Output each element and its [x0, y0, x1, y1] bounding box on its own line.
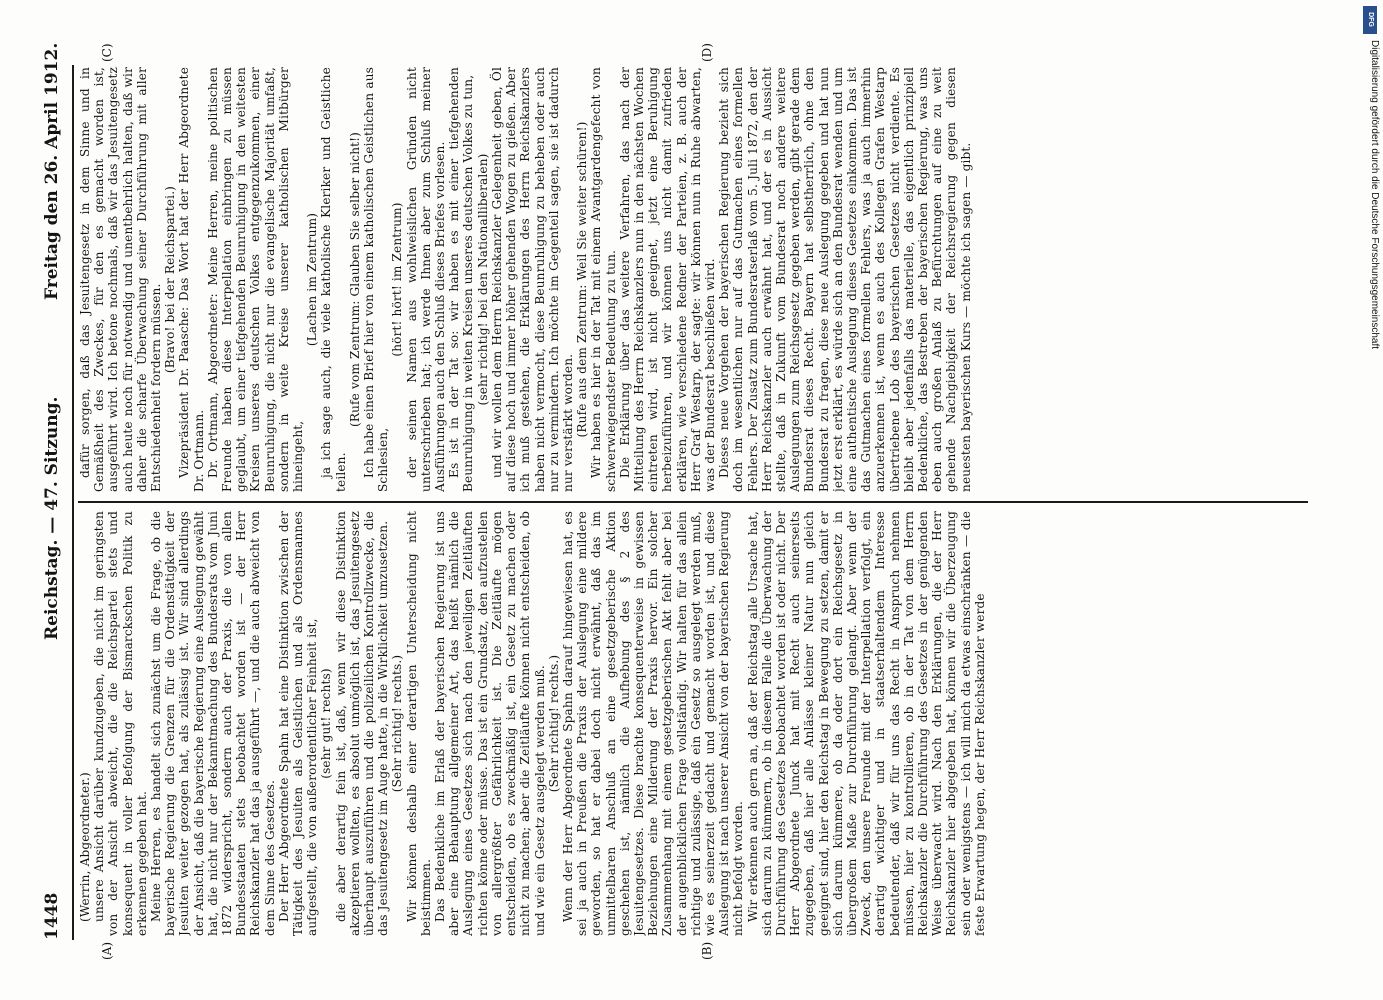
page-header — [38, 42, 68, 940]
interjection: (Rufe aus dem Zentrum: Weil Sie weiter schüren!) — [575, 121, 590, 438]
digitization-credit: Digitalisierung gefördert durch die Deutsche Forschungsgemeinschaft — [1369, 40, 1380, 350]
column-divider — [78, 501, 1308, 503]
paragraph: Wenn der Herr Abgeordnete Spahn darauf hingewiesen hat, es sei ja auch in Preußen die Praxis der Auslegung eine mildere geworden, so hat er dabei doch nicht erwähnt, daß das im unmittelbaren Anschluß an eine gesetzgeberische Aktion geschehen ist, nämlich die Aufhebung des § 2 des Jesuitengesetzes. Diese brachte konsequenterweise in gewissen Beziehungen eine Milderung der Praxis hervor. Ein solcher Zusammenhang mit einem gesetzgeberischen Akt fehlt aber bei der augenblicklichen Frage vollständig. Wir halten für das allein richtige und zulässige, daß ein Gesetz so ausgelegt werden muß, wie es seinerzeit gedacht und gemacht worden ist, und diese Auslegung ist nach unserer Ansicht von der bayerischen Regierung nicht befolgt worden. — [560, 511, 746, 936]
paragraph: und wir wollen dem Herrn Reichskanzler Gelegenheit geben, Öl auf diese hoch und immer höher gehenden Wogen zu gießen. Aber ich muß gestehen, die Erklärungen des Herrn Reichskanzlers haben nicht vermocht, diese Beunruhigung zu beheben oder auch nur zu vermindern. Ich möchte im Gegenteil sagen, sie ist dadurch nur verstärkt worden. — [489, 67, 575, 492]
header-rule — [72, 65, 74, 940]
right-column — [78, 67, 1308, 492]
speaker-line: (Werrin, Abgeordneter.) — [78, 772, 92, 922]
interjection: (hört! hört! im Zentrum) — [390, 202, 405, 357]
paragraph: Das Bedenkliche im Erlaß der bayerischen Regierung ist uns aber eine Behauptung allgemeiner Art, das heißt nämlich die Auslegung eines Gesetzes sich nach den jeweiligen Zeitläuften richten könne oder müsse. Das ist ein Grundsatz, den aufzustellen von allergrößter Gefährlichkeit ist. Die Zeitläufte mögen entscheiden, ob es zweckmäßig ist, ein Gesetz zu machen oder nicht zu machen; aber die Zeitläufte können nicht entscheiden, ob und wie ein Gesetz ausgelegt werden muß. — [433, 511, 547, 936]
interjection: (Sehr richtig! rechts.) — [546, 654, 561, 793]
page-number: 1448 — [42, 892, 62, 940]
paragraph: dafür sorgen, daß das Jesuitengesetz in dem Sinne und in Gemäßheit des Zweckes, für den es gemacht worden ist, ausgeführt wird. Ich betone nochmals, daß wir das Jesuitengesetz auch heute noch für notwendig und unentbehrlich halten, daß wir daher die scharfe Überwachung seiner Durchführung mit aller Entschiedenheit fordern müssen. — [78, 67, 164, 492]
paragraph: unsere Ansicht darüber kundzugeben, die nicht im geringsten von der Ansicht abweicht, die die Reichspartei stets und konsequent in voller Befolgung der Bismarckschen Politik zu erkennen gegeben hat. — [92, 511, 149, 936]
paragraph: Ich habe einen Brief hier von einem katholischen Geistlichen aus Schlesien, — [362, 67, 391, 492]
paragraph: Wir haben es hier in der Tat mit einem Avantgardengefecht von schwerwiegendster Bedeutung zu tun. — [589, 67, 618, 492]
margin-marker-b: (B) — [700, 941, 714, 960]
session-date: Freitag den 26. April 1912. — [42, 42, 62, 300]
session-title: Reichstag. — 47. Sitzung. — [42, 396, 62, 640]
paragraph: Dr. Ortmann, Abgeordneter: Meine Herren, meine politischen Freunde haben diese Interpellation einbringen zu müssen geglaubt, um einer tiefgehenden Beunruhigung in den weitesten Kreisen unseres deutschen Volkes entgegenzukommen, einer Beunruhigung, die nicht nur die evangelische Majorität umfaßt, sondern in weite Kreise unserer katholischen Mitbürger hineingeht, — [205, 67, 306, 492]
paragraph: ja ich sage auch, die viele katholische Kleriker und Geistliche teilen. — [319, 67, 348, 492]
margin-marker-d: (D) — [700, 43, 714, 62]
dfg-logo: DFG — [1363, 6, 1377, 34]
paragraph: Wir erkennen auch gern an, daß der Reichstag alle Ursache hat, sich darum zu kümmern, ob in diesem Falle die Überwachung der Durchführung des Gesetzes beobachtet worden ist oder nicht. Der Herr Abgeordnete Junck hat mit Recht auch seinerseits zugegeben, daß hier alle Anlässe kleiner Natur nun gleich geeignet sind, hier den Reichstag in Bewegung zu setzen, damit er sich darum kümmere, ob da oder dort ein Reichsgesetz in übergroßem Maße zur Durchführung gelangt. Aber wenn der Zweck, den unsere Freunde mit der Interpellation verfolgt, ein derartig wichtiger und in staatserhaltendem Interesse bedeutender, daß wir für uns das Recht in Anspruch nehmen müssen, hier zu kontrollieren, ob in der Tat von dem Herrn Reichskanzler die Durchführung des Gesetzes in der genügenden Weise überwacht wird. Nach den Erklärungen, die der Herr Reichskanzler hier abgegeben hat, können wir die Überzeugung sein oder wenigstens — ich will mich da etwas einschränken — die feste Erwartung hegen, der Herr Reichskanzler werde — [745, 511, 987, 936]
left-column — [78, 511, 1308, 936]
paragraph: Meine Herren, es handelt sich zunächst um die Frage, ob die bayerische Regierung die Grenzen für die Ordenstätigkeit der Jesuiten weiter gezogen hat, als zulässig ist. Wir sind allerdings der Ansicht, daß die bayerische Regierung eine Auslegung gewählt hat, die nicht nur der Bekanntmachung des Bundesrats vom Juni 1872 widerspricht, sondern auch der Praxis, die von allen Bundesstaaten stets beobachtet worden ist — der Herr Reichskanzler hat das ja ausgeführt —, und die auch abweicht von dem Sinne des Gesetzes. — [149, 511, 277, 936]
paragraph: Vizepräsident Dr. Paasche: Das Wort hat der Herr Abgeordnete Dr. Ortmann. — [177, 67, 206, 492]
paragraph: Wir können deshalb einer derartigen Unterscheidung nicht beistimmen. — [404, 511, 433, 936]
paragraph: Der Herr Abgeordnete Spahn hat eine Distinktion zwischen der Tätigkeit des Jesuiten als Geistlichen und als Ordensmannes aufgestellt, die von außerordentlicher Feinheit ist, — [276, 511, 320, 936]
paragraph: der seinen Namen aus wohlweislichen Gründen nicht unterschrieben hat; ich werde Ihnen aber zum Schluß meiner Ausführungen auch den Schluß dieses Briefes vorlesen. — [404, 67, 448, 492]
margin-marker-c: (C) — [100, 43, 114, 62]
margin-marker-a: (A) — [100, 941, 114, 960]
interjection: (sehr gut! rechts) — [319, 668, 334, 779]
interjection: (Sehr richtig! rechts.) — [390, 654, 405, 793]
paragraph: Es ist in der Tat so: wir haben es mit einer tiefgehenden Beunruhigung in weiten Kreisen unseres deutschen Volkes zu tun, — [447, 67, 476, 492]
paragraph: die aber derartig fein ist, daß, wenn wir diese Distinktion akzeptieren wollten, es absolut unmöglich ist, das Jesuitengesetz überhaupt auszuführen und die polizeilichen Kontrollzwecke, die das Jesuitengesetz im Auge hatte, in die Wirklichkeit umzusetzen. — [333, 511, 391, 936]
interjection: (sehr richtig! bei den Nationalliberalen) — [475, 153, 490, 406]
paragraph: Dieses neue Vorgehen der bayerischen Regierung bezieht sich doch im wesentlichen nur auf das Gutmachen eines formellen Fehlers. Der Zusatz zum Bundesratserlaß vom 5. Juli 1872, den der Herr Reichskanzler auch erwähnt hat, und der es in Aussicht stellte, daß in Zukunft vom Bundesrat noch andere weitere Auslegungen zum Reichsgesetz gegeben werden, gibt gerade dem Bundesrat dieses Recht. Bayern hat selbstherrlich, ohne den Bundesrat zu fragen, diese neue Auslegung gegeben und hat nun jetzt erst erklärt, es würde sich an den Bundesrat wenden und um eine authentische Auslegung dieses Gesetzes einkommen. Das ist das Gutmachen eines formellen Fehlers, was ja auch immerhin anzuerkennen ist, wenn es auch des Kollegen Grafen Westarp übertriebene Lob des bayerischen Gesetzes nicht verdiente. Es bleibt aber jedenfalls das materielle, das eigentlich prinzipiell Bedenkliche, das Bestreben der bayerischen Regierung, was uns eben auch großen Anlaß zu Befürchtungen auf eine zu weit gehende Nachgiebigkeit der Reichsregierung gegen diesen neuesten bayerischen Kurs — möchte ich sagen — gibt. — [717, 67, 973, 492]
interjection: (Bravo! bei der Reichspartei.) — [163, 185, 178, 374]
interjection: (Lachen im Zentrum) — [305, 212, 320, 347]
interjection: (Rufe vom Zentrum: Glauben Sie selber nicht!) — [347, 131, 362, 428]
paragraph: Die Erklärung über das weitere Verfahren, das nach der Mitteilung des Herrn Reichskanzlers nun in den nächsten Wochen eintreten wird, ist nicht geeignet, jetzt eine Beruhigung herbeizuführen, und wir können uns nicht damit zufrieden erklären, wie verschiedene Redner der Parteien, z. B. auch der Herr Graf Westarp, der sagte: wir können nun in Ruhe abwarten, was der Bundesrat beschließen wird. — [617, 67, 717, 492]
